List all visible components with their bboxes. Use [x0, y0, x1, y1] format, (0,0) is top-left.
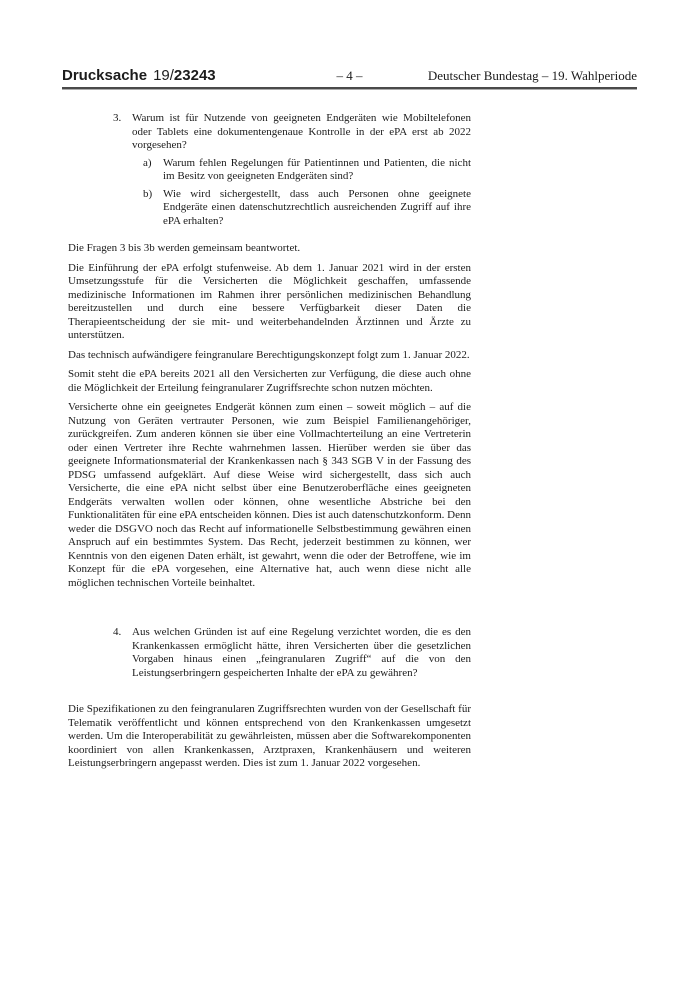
doc-number-value: 23243 [173, 67, 216, 84]
answer-3-paragraph-3: Somit steht die ePA bereits 2021 all den Versicherten zur Verfügung, die diese auch ohne die Möglichkeit der Erteilung feingranularer Zugriffsrechte schon nutzen möchten. [68, 368, 471, 394]
question-4 [113, 626, 471, 680]
question-3 [113, 112, 471, 153]
question-3a-label: a) [143, 156, 152, 169]
question-4-block [113, 626, 471, 680]
question-4-number: 4. [113, 626, 122, 638]
document-body [68, 112, 471, 771]
question-3-text: Warum ist für Nutzende von geeigneten Endgeräten wie Mobiltelefonen oder Tablets eine dokumentengenaue Kontrolle in der ePA erst ab 2022 vorgesehen? [132, 112, 471, 151]
question-3a [143, 157, 471, 184]
header-rule [62, 87, 637, 90]
page-header [62, 67, 637, 84]
answer-3-paragraph-2: Das technisch aufwändigere feingranulare Berechtigungskonzept folgt zum 1. Januar 2022. [68, 348, 470, 361]
answer-4-paragraph-1: Die Spezifikationen zu den feingranularen Zugriffsrechten wurden von der Gesellschaft für Telematik veröffentlicht und können entsprechend von den Krankenkassen umgesetzt werden. Um die Interoperabilität zu gewährleisten, müssen aber die Softwarekomponenten koordiniert von allen Krankenkassen, Arztpraxen, Krankenhäusern und weiteren Leistungserbringern angepasst werden. Dies ist zum 1. Januar 2022 vorgesehen. [68, 703, 471, 769]
header-right-text: Deutscher Bundestag – 19. Wahlperiode [427, 68, 637, 83]
doc-number [62, 67, 337, 84]
answer-3-intro: Die Fragen 3 bis 3b werden gemeinsam beantwortet. [68, 242, 301, 254]
question-3-block [113, 112, 471, 228]
doc-label: Drucksache [62, 67, 148, 84]
answer-3-paragraph-4: Versicherte ohne ein geeignetes Endgerät können zum einen – soweit möglich – auf die Nutzung von Geräten vertrauter Personen, wie zum Beispiel Familienangehöriger, zurückgreifen. Zum anderen können sie über eine Vollmachterteilung an eine Vertreterin oder einen Vertreter ihre Rechte wahrnehmen lassen. Hierüber werden sie über das geeignete Informationsmaterial der Krankenkassen nach § 343 SGB V in der Fassung des PDSG umfassend aufgeklärt. Auf diese Weise wird sichergestellt, dass sich auch Versicherte, die eine ePA nicht selbst über eine Benutzeroberfläche eines geeigneten Endgeräts verwalten wollen oder können, ohne wesentliche Abstriche bei den Funktionalitäten für eine ePA entscheiden können. Dies ist auch datenschutzkonform. Denn weder die DSGVO noch das Recht auf informationelle Selbstbestimmung gewähren einen Anspruch auf ein bestimmtes System. Das Recht, jederzeit bestimmen zu können, wer Kenntnis von den eigenen Daten erhält, ist gewahrt, wenn die oder der Betroffene, wie im Konzept für die ePA vorgesehen, eine Alternative hat, auch wenn diese nicht alle möglichen technischen Vorteile beinhaltet. [68, 401, 471, 589]
doc-number-prefix: 19/ [153, 67, 174, 84]
question-3b [143, 188, 471, 229]
question-3a-text: Warum fehlen Regelungen für Patientinnen und Patienten, die nicht im Besitz von geeigneten Endgeräten sind? [163, 156, 471, 182]
answer-3-paragraph-1: Die Einführung der ePA erfolgt stufenweise. Ab dem 1. Januar 2021 wird in der ersten Umsetzungsstufe für die Versicherten die Möglichkeit geschaffen, umfassende medizinische Informationen im Rahmen ihrer persönlichen medizinischen Behandlung bereitzustellen und durch eine bessere Verfügbarkeit dieser Daten die Therapieentscheidung der sie mit- und weiterbehandelnden Ärztinnen und Ärzte zu unterstützen. [68, 261, 471, 341]
question-3-number: 3. [113, 112, 122, 124]
question-3b-text: Wie wird sichergestellt, dass auch Personen ohne geeignete Endgeräte einen datenschutzrechtlich ausreichenden Zugriff auf ihre ePA erhalten? [163, 187, 471, 227]
question-3b-label: b) [143, 187, 153, 200]
page-number: – 4 – [336, 68, 363, 83]
question-4-text: Aus welchen Gründen ist auf eine Regelung verzichtet worden, die es den Krankenkassen ermöglicht hätte, ihren Versicherten über die gesetzlichen Vorgaben hinaus einen „feingranularen Zugriff“ auf die von den Leistungserbringern gespeicherten Inhalte der ePA zu gewähren? [132, 626, 471, 679]
